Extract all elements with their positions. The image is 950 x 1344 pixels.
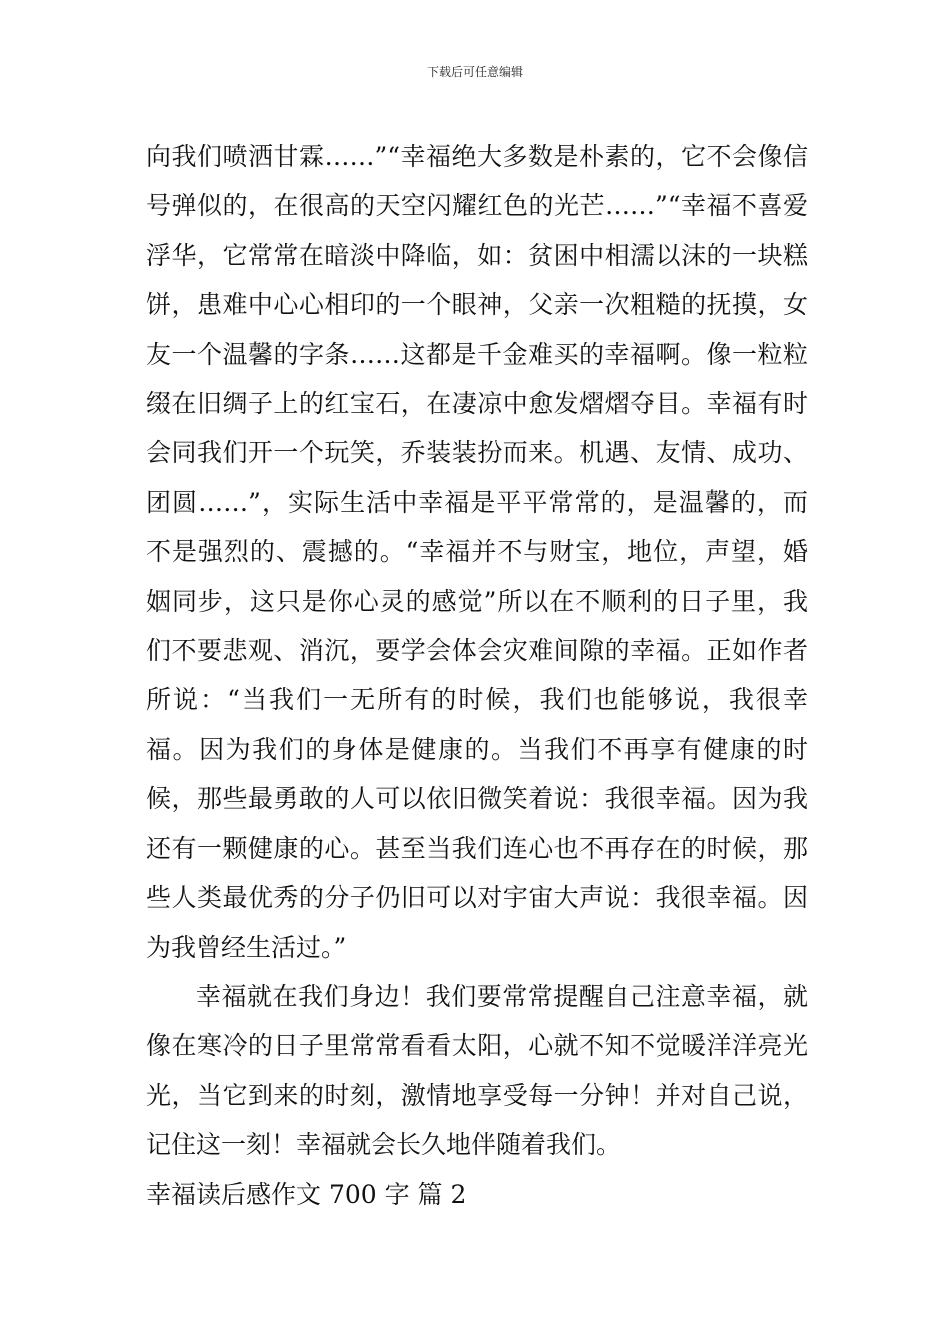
page-header: 下载后可任意编辑	[426, 65, 523, 79]
body-paragraph: 幸福就在我们身边！我们要常常提醒自己注意幸福，就像在寒冷的日子里常常看看太阳，心就不知不觉暖洋洋亮光光，当它到来的时刻，激情地享受每一分钟！并对自己说，记住这一刻！幸福就会长久地伴随着我们。	[146, 981, 808, 1160]
document-body	[146, 132, 808, 1219]
section-heading: 幸福读后感作文 700 字 篇 2	[146, 1179, 467, 1209]
body-paragraph: 向我们喷洒甘霖……”“幸福绝大多数是朴素的，它不会像信号弹似的，在很高的天空闪耀红色的光芒……”“幸福不喜爱浮华，它常常在暗淡中降临，如：贫困中相濡以沫的一块糕饼，患难中心心相印的一个眼神，父亲一次粗糙的抚摸，女友一个温馨的字条……这都是千金难买的幸福啊。像一粒粒缀在旧绸子上的红宝石，在凄凉中愈发熠熠夺目。幸福有时会同我们开一个玩笑，乔装装扮而来。机遇、友情、成功、团圆……”，实际生活中幸福是平平常常的，是温馨的，而不是强烈的、震撼的。“幸福并不与财宝，地位，声望，婚姻同步，这只是你心灵的感觉”所以在不顺利的日子里，我们不要悲观、消沉，要学会体会灾难间隙的幸福。正如作者所说：“当我们一无所有的时候，我们也能够说，我很幸福。因为我们的身体是健康的。当我们不再享有健康的时候，那些最勇敢的人可以依旧微笑着说：我很幸福。因为我还有一颗健康的心。甚至当我们连心也不再存在的时候，那些人类最优秀的分子仍旧可以对宇宙大声说：我很幸福。因为我曾经生活过。”	[146, 142, 808, 962]
